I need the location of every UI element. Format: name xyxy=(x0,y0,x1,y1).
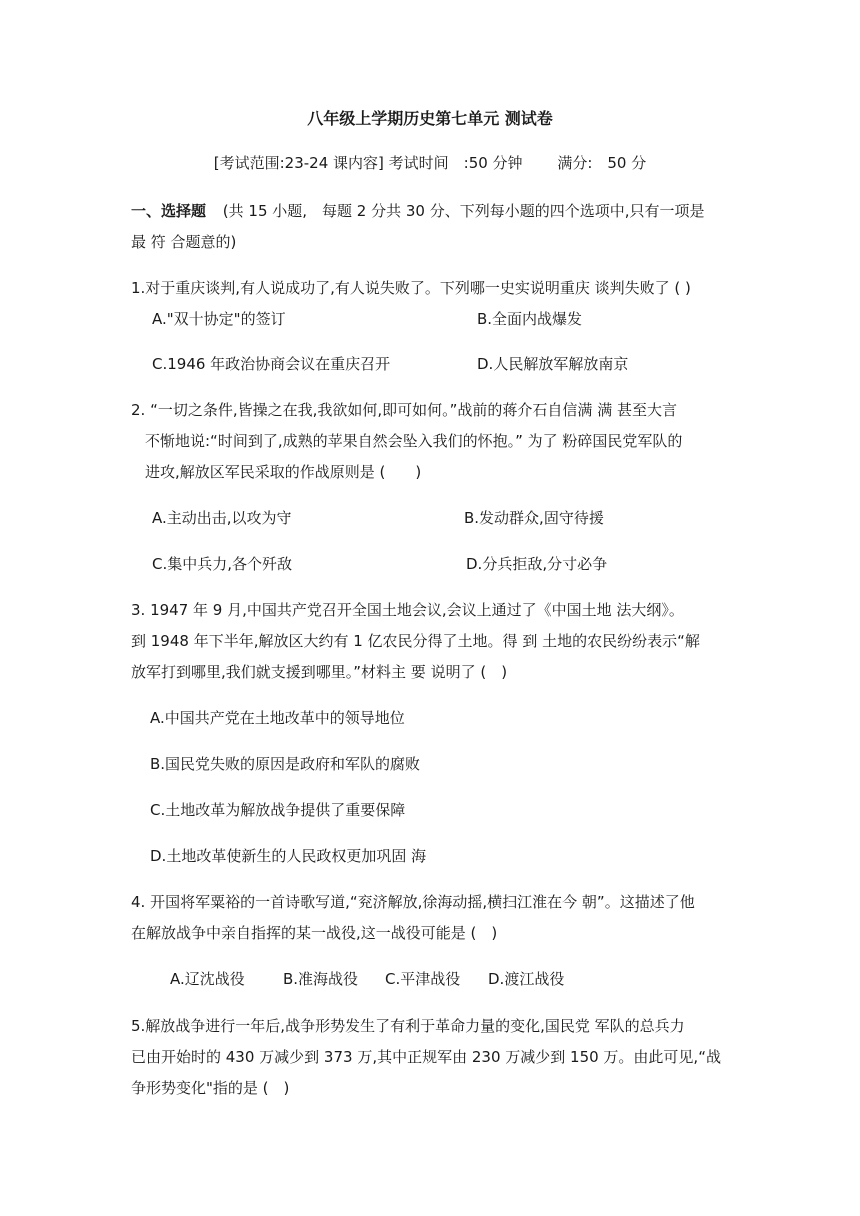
question-2-option-a: A.主动出击,以攻为守 xyxy=(152,509,292,527)
question-3-option-d: D.土地改革使新生的人民政权更加巩固 海 xyxy=(150,847,427,865)
question-1-option-a: A."双十协定"的签订 xyxy=(152,310,286,328)
section-description-cont: 最 符 合题意的) xyxy=(131,233,237,251)
page-title: 八年级上学期历史第七单元 测试卷 xyxy=(307,109,553,128)
question-1-option-d: D.人民解放军解放南京 xyxy=(477,355,629,373)
question-2-option-d: D.分兵拒敌,分寸必争 xyxy=(466,555,608,573)
question-3-stem-line-3: 放军打到哪里,我们就支援到哪里。”材料主 要 说明了 ( ) xyxy=(131,663,508,681)
section-heading: 一、选择题 xyxy=(131,202,207,220)
question-4-option-b: B.准海战役 xyxy=(283,970,359,988)
question-3-option-c: C.土地改革为解放战争提供了重要保障 xyxy=(150,801,406,819)
question-3-option-a: A.中国共产党在土地改革中的领导地位 xyxy=(150,709,405,727)
question-3-stem-line-1: 3. 1947 年 9 月,中国共产党召开全国土地会议,会议上通过了《中国土地 法大纲》。 xyxy=(131,601,684,619)
question-5-stem-line-1: 5.解放战争进行一年后,战争形势发生了有利于革命力量的变化,国民党 军队的总兵力 xyxy=(131,1017,685,1035)
question-4-option-c: C.平津战役 xyxy=(385,970,461,988)
question-5-stem-line-3: 争形势变化"指的是 ( ) xyxy=(131,1079,290,1097)
question-2-option-b: B.发动群众,固守待援 xyxy=(464,509,604,527)
section-line-1 xyxy=(131,201,705,221)
question-2-option-c: C.集中兵力,各个歼敌 xyxy=(152,555,293,573)
question-4-stem-line-2: 在解放战争中亲自指挥的某一战役,这一战役可能是 ( ) xyxy=(131,924,498,942)
question-3-option-b: B.国民党失败的原因是政府和军队的腐败 xyxy=(150,755,421,773)
question-1-option-c: C.1946 年政治协商会议在重庆召开 xyxy=(152,355,391,373)
question-3-stem-line-2: 到 1948 年下半年,解放区大约有 1 亿农民分得了土地。得 到 土地的农民纷纷表示“解 xyxy=(131,632,700,650)
question-1-option-b: B.全面内战爆发 xyxy=(477,310,583,328)
question-4-stem-line-1: 4. 开国将军粟裕的一首诗歌写道,“兖济解放,徐海动摇,横扫江淮在今 朝”。这描述了他 xyxy=(131,893,695,911)
question-2-stem-line-2: 不惭地说:“时间到了,成熟的苹果自然会坠入我们的怀抱。” 为了 粉碎国民党军队的 xyxy=(145,432,683,450)
question-2-stem-line-1: 2. “一切之条件,皆操之在我,我欲如何,即可如何。”战前的蒋介石自信满 满 甚至大言 xyxy=(131,401,677,419)
question-5-stem-line-2: 已由开始时的 430 万减少到 373 万,其中正规军由 230 万减少到 150 万。由此可见,“战 xyxy=(131,1048,721,1066)
exam-info: [考试范围:23-24 课内容] 考试时间 :50 分钟 满分: 50 分 xyxy=(213,154,647,172)
question-4-option-d: D.渡江战役 xyxy=(488,970,565,988)
question-2-stem-line-3: 进攻,解放区军民采取的作战原则是 ( ) xyxy=(145,463,422,481)
question-1-stem: 1.对于重庆谈判,有人说成功了,有人说失败了。下列哪一史实说明重庆 谈判失败了 ( ) xyxy=(131,279,691,297)
question-4-option-a: A.辽沈战役 xyxy=(170,970,245,988)
section-description: (共 15 小题, 每题 2 分共 30 分、下列每小题的四个选项中,只有一项是 xyxy=(222,202,705,220)
